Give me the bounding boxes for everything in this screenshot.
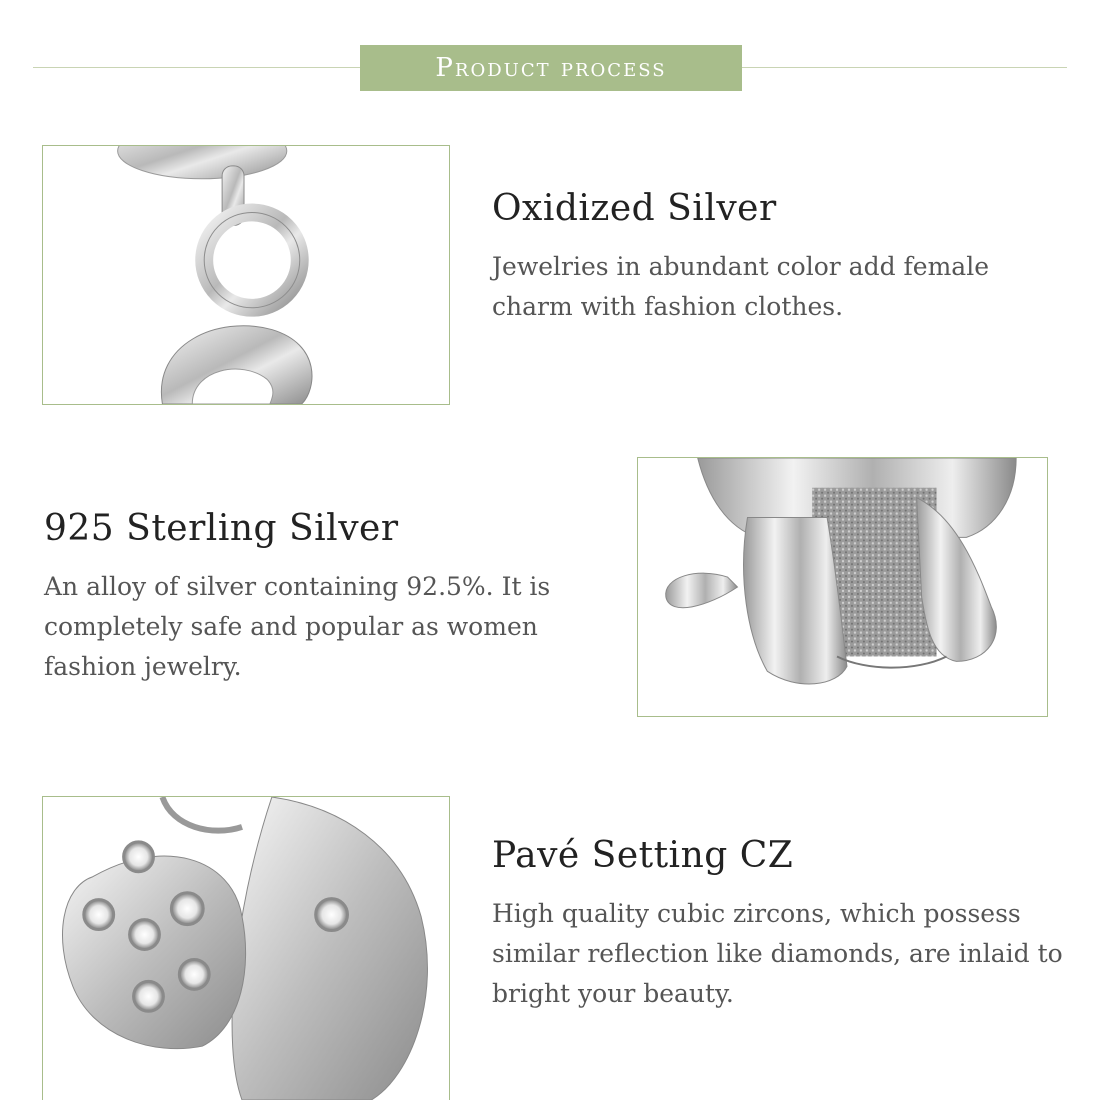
- feature-pave-setting: [492, 835, 1082, 1014]
- feature-sterling-silver: [44, 508, 604, 687]
- feature-title: Oxidized Silver: [492, 188, 777, 229]
- paw-with-zircons-photo: [42, 796, 450, 1100]
- feature-title: Pavé Setting CZ: [492, 835, 794, 876]
- feature-description: High quality cubic zircons, which possess similar reflection like diamonds, are inlaid to bright your beauty.: [492, 899, 1063, 1008]
- feature-title: 925 Sterling Silver: [44, 508, 399, 549]
- header-divider-left: [33, 67, 360, 68]
- silver-charm-bail-photo: [42, 145, 450, 405]
- silver-dog-legs-photo: [637, 457, 1048, 717]
- feature-description: Jewelries in abundant color add female charm with fashion clothes.: [492, 252, 989, 321]
- section-header-badge: Product process: [360, 45, 742, 91]
- header-divider-right: [742, 67, 1067, 68]
- feature-oxidized-silver: [492, 188, 1072, 327]
- feature-description: An alloy of silver containing 92.5%. It is completely safe and popular as women fashion jewelry.: [44, 572, 551, 681]
